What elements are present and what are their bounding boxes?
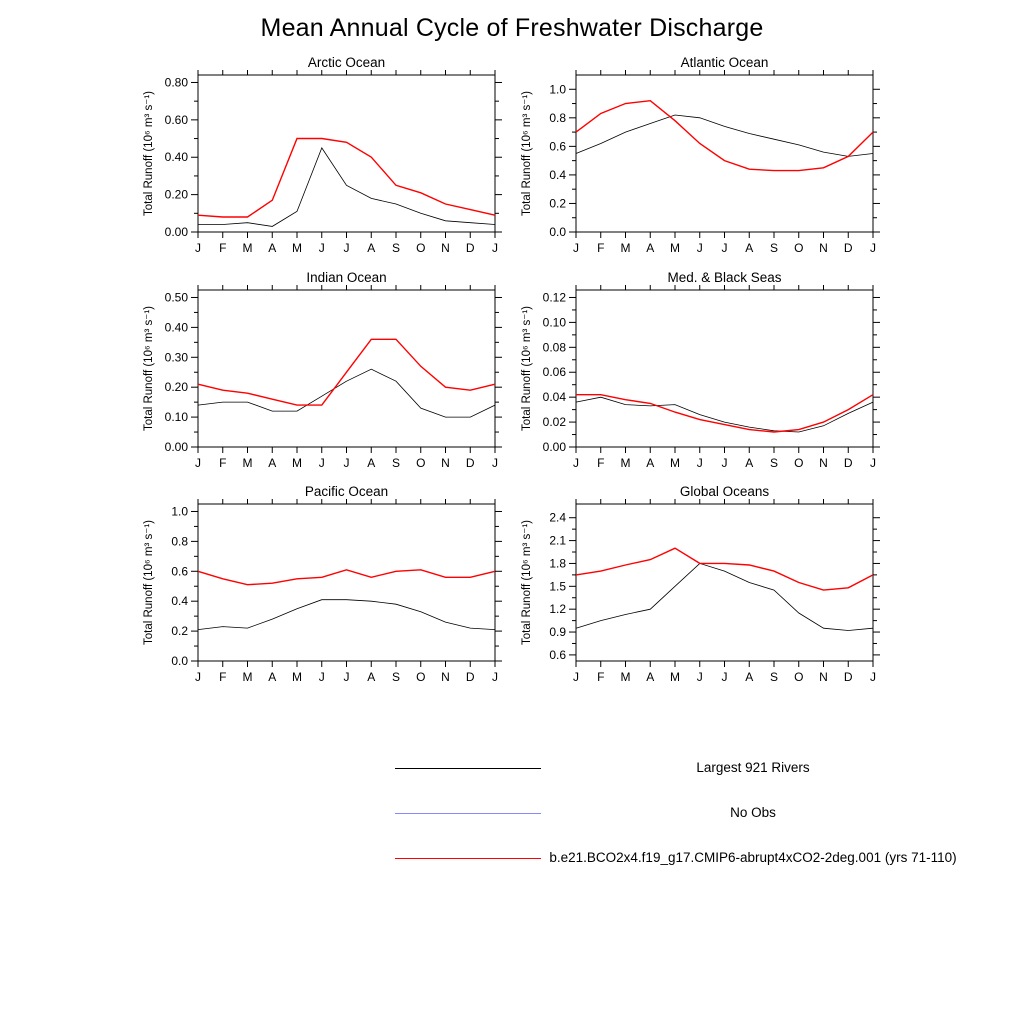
x-tick-label: J xyxy=(492,456,498,470)
plot-box xyxy=(198,504,495,661)
series-model-run xyxy=(576,395,873,432)
x-tick-label: N xyxy=(819,241,828,255)
x-tick-label: O xyxy=(794,670,804,684)
y-axis-label: Total Runoff (10⁶ m³ s⁻¹) xyxy=(521,306,533,431)
x-tick-label: A xyxy=(268,456,277,470)
subplot-med-black-seas xyxy=(516,272,882,500)
series-model-run xyxy=(198,339,495,405)
plot-box xyxy=(198,75,495,232)
subplot-title: Global Oceans xyxy=(679,486,770,499)
y-tick-label: 1.0 xyxy=(171,504,188,519)
x-tick-label: D xyxy=(843,456,853,470)
y-tick-label: 0.00 xyxy=(164,440,188,454)
y-axis-ticks xyxy=(191,82,502,232)
x-tick-label: A xyxy=(367,456,376,470)
x-tick-label: M xyxy=(620,456,631,470)
y-axis-ticks xyxy=(569,518,880,655)
x-tick-label: M xyxy=(670,241,680,255)
x-tick-label: J xyxy=(318,456,325,470)
x-tick-label: M xyxy=(242,456,253,470)
y-tick-label: 0.12 xyxy=(542,290,566,305)
y-tick-label: 0.0 xyxy=(549,225,566,239)
figure-title: Mean Annual Cycle of Freshwater Discharge xyxy=(260,14,764,42)
x-tick-label: J xyxy=(492,241,498,255)
y-tick-label: 0.6 xyxy=(171,564,188,579)
x-tick-label: J xyxy=(343,456,350,470)
y-tick-label: 0.10 xyxy=(164,410,188,425)
series-model-run xyxy=(576,101,873,171)
subplot-title: Indian Ocean xyxy=(306,272,387,285)
x-tick-label: A xyxy=(745,670,754,684)
legend-swatch-red-line xyxy=(395,858,541,859)
x-tick-label: N xyxy=(819,670,828,684)
x-tick-label: F xyxy=(597,670,605,684)
x-tick-label: J xyxy=(870,670,876,684)
x-tick-label: F xyxy=(219,456,227,470)
x-tick-label: J xyxy=(696,456,703,470)
legend xyxy=(0,746,1024,881)
chart-svg xyxy=(138,57,504,285)
y-axis-label: Total Runoff (10⁶ m³ s⁻¹) xyxy=(521,520,533,645)
x-tick-label: O xyxy=(794,456,804,470)
x-tick-label: M xyxy=(292,670,302,684)
plot-box xyxy=(576,75,873,232)
x-tick-label: D xyxy=(465,456,475,470)
series-model-run xyxy=(198,570,495,585)
plot-box xyxy=(198,290,495,447)
x-tick-label: J xyxy=(318,241,325,255)
legend-label: b.e21.BCO2x4.f19_g17.CMIP6-abrupt4xCO2-2deg.001 (yrs 71-110) xyxy=(549,850,957,865)
x-tick-label: A xyxy=(646,456,655,470)
y-tick-label: 0.30 xyxy=(164,350,188,365)
series-largest-921-rivers xyxy=(576,115,873,156)
x-tick-label: M xyxy=(670,456,680,470)
y-tick-label: 0.50 xyxy=(164,290,188,305)
x-tick-label: J xyxy=(318,670,325,684)
subplot-title: Pacific Ocean xyxy=(304,486,389,499)
x-tick-label: J xyxy=(343,670,350,684)
subplot-indian-ocean xyxy=(138,272,504,500)
legend-entry-model-run xyxy=(0,836,1024,881)
x-tick-label: M xyxy=(620,241,631,255)
x-axis-ticks xyxy=(576,499,873,667)
x-tick-label: J xyxy=(721,456,728,470)
legend-entry-no-obs xyxy=(0,791,1024,836)
y-axis-label: Total Runoff (10⁶ m³ s⁻¹) xyxy=(143,520,155,645)
y-axis-label: Total Runoff (10⁶ m³ s⁻¹) xyxy=(143,91,155,216)
x-tick-label: M xyxy=(242,670,253,684)
x-tick-label: A xyxy=(646,241,655,255)
x-tick-label: J xyxy=(343,241,350,255)
x-tick-label: D xyxy=(843,670,853,684)
y-tick-label: 0.4 xyxy=(171,594,188,609)
x-tick-label: O xyxy=(416,456,426,470)
x-tick-label: S xyxy=(769,241,779,255)
y-tick-label: 0.9 xyxy=(549,625,566,640)
x-tick-label: F xyxy=(219,670,227,684)
x-tick-label: M xyxy=(292,241,302,255)
x-tick-label: A xyxy=(367,241,376,255)
x-tick-label: J xyxy=(195,456,201,470)
y-tick-label: 1.0 xyxy=(549,82,566,97)
x-tick-label: J xyxy=(721,241,728,255)
series-largest-921-rivers xyxy=(576,563,873,630)
legend-swatch-blue-line xyxy=(395,813,541,814)
y-tick-label: 0.4 xyxy=(549,167,566,182)
series-model-run xyxy=(576,548,873,590)
y-tick-label: 0.40 xyxy=(164,320,188,335)
chart-svg xyxy=(516,272,882,500)
chart-svg xyxy=(516,486,882,714)
y-tick-label: 0.60 xyxy=(164,112,188,127)
x-tick-label: M xyxy=(620,670,631,684)
x-tick-label: M xyxy=(242,241,253,255)
series-largest-921-rivers xyxy=(198,600,495,630)
y-tick-label: 0.02 xyxy=(542,415,566,430)
x-tick-label: S xyxy=(391,670,401,684)
x-axis-ticks xyxy=(576,70,873,238)
y-tick-label: 0.10 xyxy=(542,315,566,330)
x-tick-label: A xyxy=(745,241,754,255)
y-tick-label: 0.00 xyxy=(542,440,566,454)
x-tick-label: N xyxy=(441,456,450,470)
y-tick-label: 2.4 xyxy=(549,510,566,525)
x-tick-label: J xyxy=(870,456,876,470)
x-tick-label: J xyxy=(195,670,201,684)
subplot-arctic-ocean xyxy=(138,57,504,285)
x-tick-label: J xyxy=(573,241,579,255)
x-tick-label: D xyxy=(843,241,853,255)
x-tick-label: O xyxy=(416,670,426,684)
y-tick-label: 0.0 xyxy=(171,654,188,668)
x-tick-label: A xyxy=(268,241,277,255)
y-tick-label: 1.8 xyxy=(549,556,566,571)
y-tick-label: 0.00 xyxy=(164,225,188,239)
x-tick-label: S xyxy=(391,241,401,255)
y-tick-label: 0.8 xyxy=(171,534,188,549)
x-tick-label: S xyxy=(769,670,779,684)
chart-svg xyxy=(138,486,504,714)
x-tick-label: J xyxy=(696,670,703,684)
y-tick-label: 0.6 xyxy=(549,139,566,154)
x-axis-ticks xyxy=(198,70,495,238)
plot-box xyxy=(576,504,873,661)
x-tick-label: F xyxy=(597,241,605,255)
x-tick-label: D xyxy=(465,241,475,255)
x-tick-label: M xyxy=(670,670,680,684)
x-axis-ticks xyxy=(576,285,873,453)
x-tick-label: J xyxy=(696,241,703,255)
legend-label: Largest 921 Rivers xyxy=(696,760,810,775)
x-tick-label: J xyxy=(195,241,201,255)
chart-svg xyxy=(516,57,882,285)
x-tick-label: J xyxy=(573,456,579,470)
x-tick-label: N xyxy=(819,456,828,470)
x-tick-label: F xyxy=(219,241,227,255)
series-largest-921-rivers xyxy=(198,148,495,227)
subplot-atlantic-ocean xyxy=(516,57,882,285)
y-tick-label: 2.1 xyxy=(549,533,566,548)
y-tick-label: 0.20 xyxy=(164,380,188,395)
x-tick-label: J xyxy=(573,670,579,684)
y-tick-label: 0.20 xyxy=(164,187,188,202)
x-tick-label: O xyxy=(416,241,426,255)
chart-svg xyxy=(138,272,504,500)
x-tick-label: F xyxy=(597,456,605,470)
subplot-pacific-ocean xyxy=(138,486,504,714)
x-tick-label: D xyxy=(465,670,475,684)
y-axis-label: Total Runoff (10⁶ m³ s⁻¹) xyxy=(521,91,533,216)
x-tick-label: N xyxy=(441,241,450,255)
y-axis-label: Total Runoff (10⁶ m³ s⁻¹) xyxy=(143,306,155,431)
x-tick-label: A xyxy=(745,456,754,470)
x-tick-label: A xyxy=(367,670,376,684)
y-tick-label: 0.2 xyxy=(549,196,566,211)
x-tick-label: S xyxy=(769,456,779,470)
x-tick-label: J xyxy=(492,670,498,684)
y-tick-label: 0.80 xyxy=(164,75,188,90)
y-tick-label: 0.6 xyxy=(549,647,566,662)
y-tick-label: 1.5 xyxy=(549,579,566,594)
y-tick-label: 0.40 xyxy=(164,150,188,165)
x-tick-label: S xyxy=(391,456,401,470)
x-tick-label: N xyxy=(441,670,450,684)
x-tick-label: A xyxy=(646,670,655,684)
x-tick-label: A xyxy=(268,670,277,684)
series-model-run xyxy=(198,139,495,218)
subplot-title: Atlantic Ocean xyxy=(680,57,769,70)
subplot-title: Arctic Ocean xyxy=(307,57,386,70)
subplot-global-oceans xyxy=(516,486,882,714)
y-tick-label: 0.2 xyxy=(171,624,188,639)
y-axis-ticks xyxy=(191,511,502,661)
x-tick-label: M xyxy=(292,456,302,470)
x-tick-label: J xyxy=(721,670,728,684)
y-tick-label: 0.04 xyxy=(542,390,566,405)
legend-label: No Obs xyxy=(730,805,776,820)
subplot-title: Med. & Black Seas xyxy=(667,272,782,285)
y-tick-label: 1.2 xyxy=(549,602,566,617)
y-tick-label: 0.06 xyxy=(542,365,566,380)
x-axis-ticks xyxy=(198,285,495,453)
legend-swatch-black-line xyxy=(395,768,541,769)
legend-entry-largest-rivers xyxy=(0,746,1024,791)
x-tick-label: O xyxy=(794,241,804,255)
x-tick-label: J xyxy=(870,241,876,255)
y-tick-label: 0.08 xyxy=(542,340,566,355)
y-tick-label: 0.8 xyxy=(549,110,566,125)
series-largest-921-rivers xyxy=(576,397,873,432)
